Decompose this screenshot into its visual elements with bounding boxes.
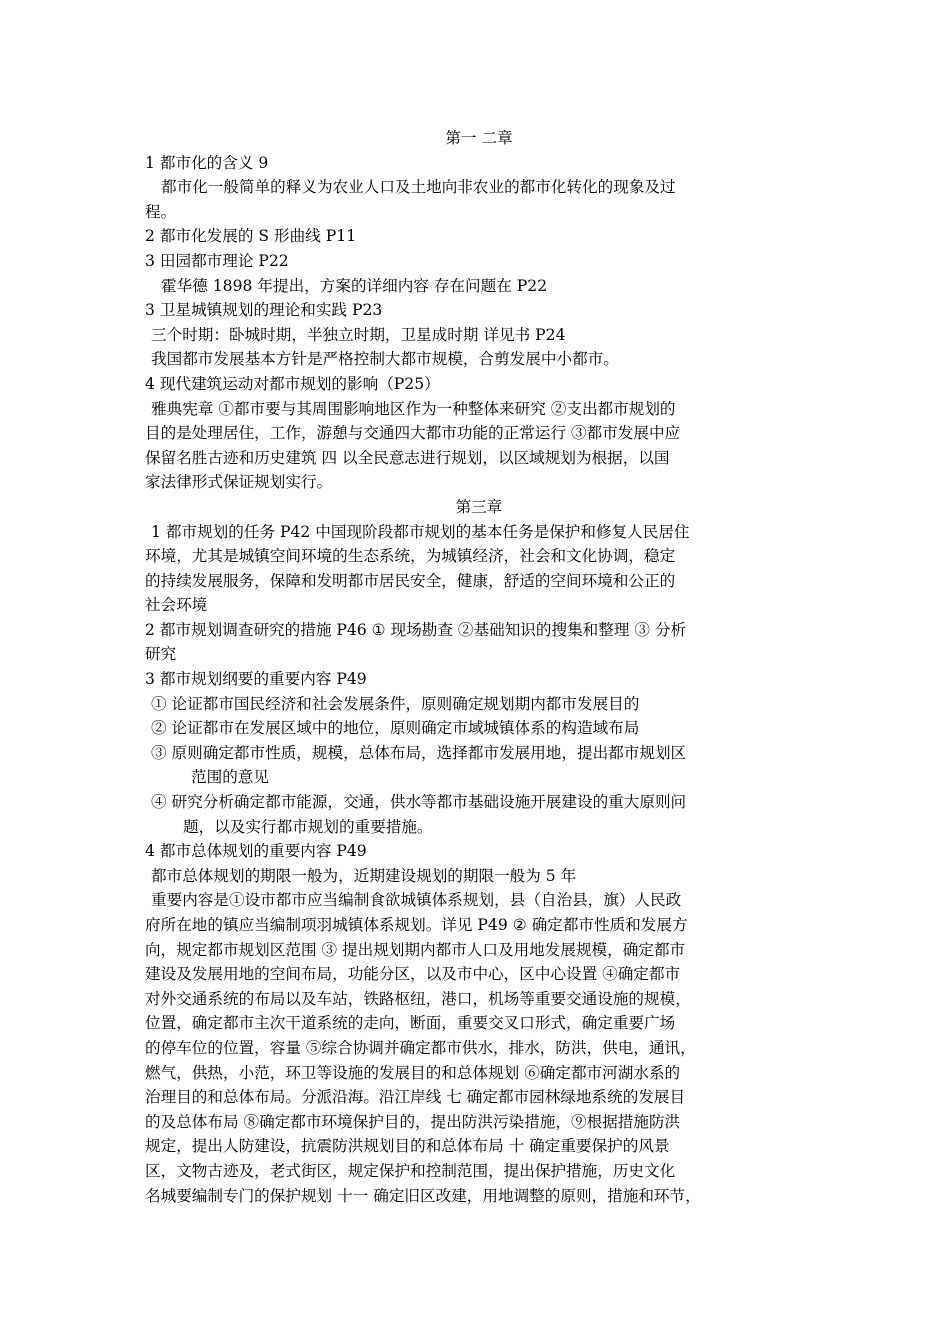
chapter-heading: 第三章 [455, 497, 503, 516]
list-item: ② 论证都市在发展区域中的地位，原则确定市域城镇体系的构造域布局 [151, 719, 640, 738]
paragraph-line: 的及总体布局 ⑧确定都市环境保护目的，提出防洪污染措施，⑨根据措施防洪 [145, 1112, 681, 1131]
paragraph-line: 位置，确定都市主次干道系统的走向，断面，重要交叉口形式，确定重要广场 [145, 1014, 676, 1033]
list-item: ① 论证都市国民经济和社会发展条件，原则确定规划期内都市发展目的 [151, 694, 640, 713]
paragraph-line: 1 都市规划的任务 P42 中国现阶段都市规划的基本任务是保护和修复人民居住 [151, 522, 690, 541]
section-heading: 3 卫星城镇规划的理论和实践 P23 [145, 301, 383, 320]
section-heading: 2 都市化发展的 S 形曲线 P11 [145, 227, 357, 246]
paragraph-line: 府所在地的镇应当编制项羽城镇体系规划。详见 P49 ② 确定都市性质和发展方 [145, 916, 688, 934]
section-heading: 2 都市规划调查研究的措施 P46 ① 现场勘查 ②基础知识的搜集和整理 ③ 分析 [145, 620, 687, 639]
paragraph-line: 家法律形式保证规划实行。 [145, 473, 333, 492]
paragraph-line: 建设及发展用地的空间布局，功能分区，以及市中心，区中心设置 ④确定都市 [145, 965, 681, 984]
section-heading: 3 都市规划纲要的重要内容 P49 [145, 670, 367, 689]
paragraph-line: 燃气，供热，小范，环卫等设施的发展目的和总体规划 ⑥确定都市河湖水系的 [145, 1063, 681, 1082]
list-item: ④ 研究分析确定都市能源，交通，供水等都市基础设施开展建设的重大原则问 [151, 793, 687, 812]
paragraph-line: 霍华德 1898 年提出，方案的详细内容 存在问题在 P22 [161, 276, 548, 295]
section-heading: 4 现代建筑运动对都市规划的影响（P25） [145, 374, 440, 393]
paragraph-line: 目的是处理居住，工作，游憩与交通四大都市功能的正常运行 ③都市发展中应 [145, 424, 681, 443]
paragraph-line: 我国都市发展基本方针是严格控制大都市规模，合剪发展中小都市。 [151, 350, 619, 369]
paragraph-line: 的停车位的位置，容量 ⑤综合协调并确定都市供水，排水，防洪，供电，通讯， [145, 1038, 696, 1057]
paragraph-line: 保留名胜古迹和历史建筑 四 以全民意志进行规划，以区域规划为根据，以国 [145, 448, 670, 467]
document-body [145, 126, 813, 1208]
paragraph-line: 规定，提出人防建设，抗震防洪规划目的和总体布局 十 确定重要保护的风景 [145, 1137, 670, 1156]
paragraph-line: 重要内容是①设市都市应当编制食欲城镇体系规划，县（自治县，旗）人民政 [151, 891, 682, 910]
paragraph-line: 对外交通系统的布局以及车站，铁路枢纽，港口，机场等重要交通设施的规模， [145, 989, 691, 1008]
list-item: ③ 原则确定都市性质，规模，总体布局，选择都市发展用地，提出都市规划区 [151, 743, 687, 762]
paragraph-line: 区，文物古迹及，老式街区，规定保护和控制范围，提出保护措施，历史文化 [145, 1161, 676, 1180]
list-item-continuation: 范围的意见 [191, 768, 269, 787]
paragraph-line: 研究 [145, 645, 177, 664]
paragraph-line: 三个时期：卧城时期，半独立时期，卫星成时期 详见书 P24 [151, 325, 566, 344]
paragraph-line: 社会环境 [145, 596, 208, 615]
paragraph-line: 环境，尤其是城镇空间环境的生态系统，为城镇经济，社会和文化协调，稳定 [145, 547, 676, 566]
paragraph-line: 都市总体规划的期限一般为，近期建设规划的期限一般为 5 年 [151, 866, 577, 885]
section-heading: 1 都市化的含义 9 [145, 153, 269, 172]
chapter-heading: 第一 二章 [445, 129, 513, 147]
paragraph-line: 都市化一般简单的释义为农业人口及土地向非农业的都市化转化的现象及过 [161, 178, 676, 197]
section-heading: 3 田园都市理论 P22 [145, 251, 289, 270]
paragraph-line: 的持续发展服务，保障和发明都市居民安全，健康，舒适的空间环境和公正的 [145, 571, 676, 590]
paragraph-line: 雅典宪章 ①都市要与其周围影响地区作为一种整体来研究 ②支出都市规划的 [151, 399, 676, 418]
paragraph-line: 名城要编制专门的保护规划 十一 确定旧区改建，用地调整的原则，措施和环节， [145, 1186, 701, 1205]
list-item-continuation: 题，以及实行都市规划的重要措施。 [183, 817, 433, 836]
paragraph-line: 向，规定都市规划区范围 ③ 提出规划期内都市人口及用地发展规模，确定都市 [145, 940, 686, 959]
paragraph-line: 程。 [145, 202, 177, 221]
paragraph-line: 治理目的和总体布局。分派沿海。沿江岸线 七 确定都市园林绿地系统的发展目 [145, 1088, 686, 1107]
section-heading: 4 都市总体规划的重要内容 P49 [145, 842, 367, 861]
